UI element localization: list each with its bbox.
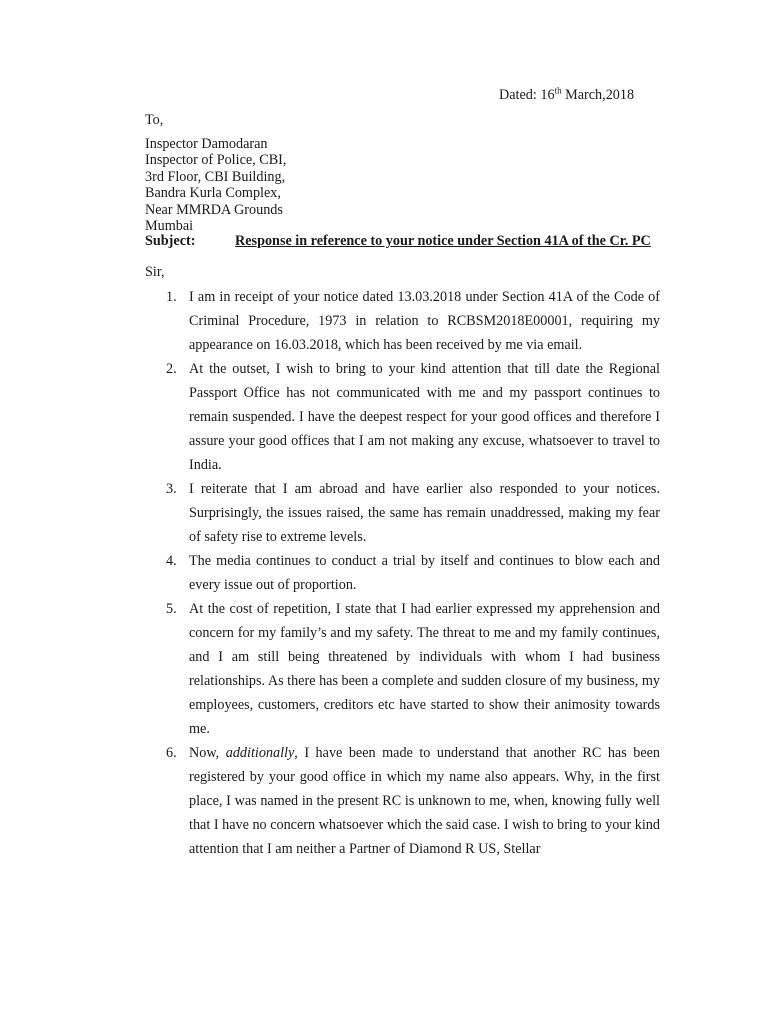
item-text [189, 741, 660, 861]
list-item [160, 477, 660, 549]
item-text-emphasis: additionally [225, 745, 295, 761]
subject-text: Response in reference to your notice under Section 41A of the Cr. PC [235, 233, 651, 249]
item-number: 2. [166, 361, 177, 377]
item-number: 3. [166, 481, 177, 497]
date-prefix: Dated: 16 [499, 87, 555, 103]
item-text: I am in receipt of your notice dated 13.03.2018 under Section 41A of the Code of Criminal Procedure, 1973 in relation to RCBSM2018E00001, requiring my appearance on 16.03.2018, which has been received by me via email. [189, 289, 660, 353]
address-line: Near MMRDA Grounds [145, 201, 283, 218]
item-number: 6. [166, 745, 177, 761]
date-suffix: March,2018 [561, 87, 635, 103]
item-text: I reiterate that I am abroad and have earlier also responded to your notices. Surprisingly, the issues raised, the same has remain unaddressed, making my fear of safety rise to extreme levels. [189, 481, 660, 545]
item-number: 5. [166, 601, 177, 617]
address-line: Inspector of Police, CBI, [145, 152, 287, 169]
address-line: Bandra Kurla Complex, [145, 185, 281, 202]
item-number: 1. [166, 289, 177, 305]
list-item [160, 357, 660, 477]
item-text: At the outset, I wish to bring to your kind attention that till date the Regional Passport Office has not communicated with me and my passport continues to remain suspended. I have the deepest respect for your good offices and therefore I assure your good offices that I am not making any excuse, whatsoever to travel to India. [189, 361, 660, 473]
address-line: Mumbai [145, 218, 194, 235]
list-item [160, 549, 660, 597]
list-item [160, 597, 660, 741]
item-text: At the cost of repetition, I state that I had earlier expressed my apprehension and concern for my family’s and my safety. The threat to me and my family continues, and I am still being threatened by individuals with whom I had business relationships. As there has been a complete and sudden closure of my business, my employees, customers, creditors etc have started to show their animosity towards me. [189, 601, 660, 737]
item-text-part: Now, [189, 745, 226, 761]
salutation: Sir, [145, 264, 165, 280]
date-superscript: th [554, 85, 562, 96]
item-number: 4. [166, 553, 177, 569]
list-item [160, 285, 660, 357]
numbered-list [160, 285, 660, 861]
address-line: 3rd Floor, CBI Building, [145, 168, 286, 185]
letter-date [499, 87, 634, 104]
item-text-part: , I have been made to understand that another RC has been registered by your good office in which my name also appears. Why, in the first place, I was named in the present RC is unknown to me, when, knowing fully well that I have no concern whatsoever which the said case. I wish to bring to your kind attention that I am neither a Partner of Diamond R US, Stellar [189, 745, 661, 857]
to-line: To, [145, 112, 164, 128]
address-line: Inspector Damodaran [145, 136, 268, 152]
list-item [160, 741, 660, 861]
subject-label: Subject: [145, 233, 196, 249]
item-text: The media continues to conduct a trial by itself and continues to blow each and every issue out of proportion. [189, 553, 660, 593]
recipient-address [145, 136, 286, 234]
